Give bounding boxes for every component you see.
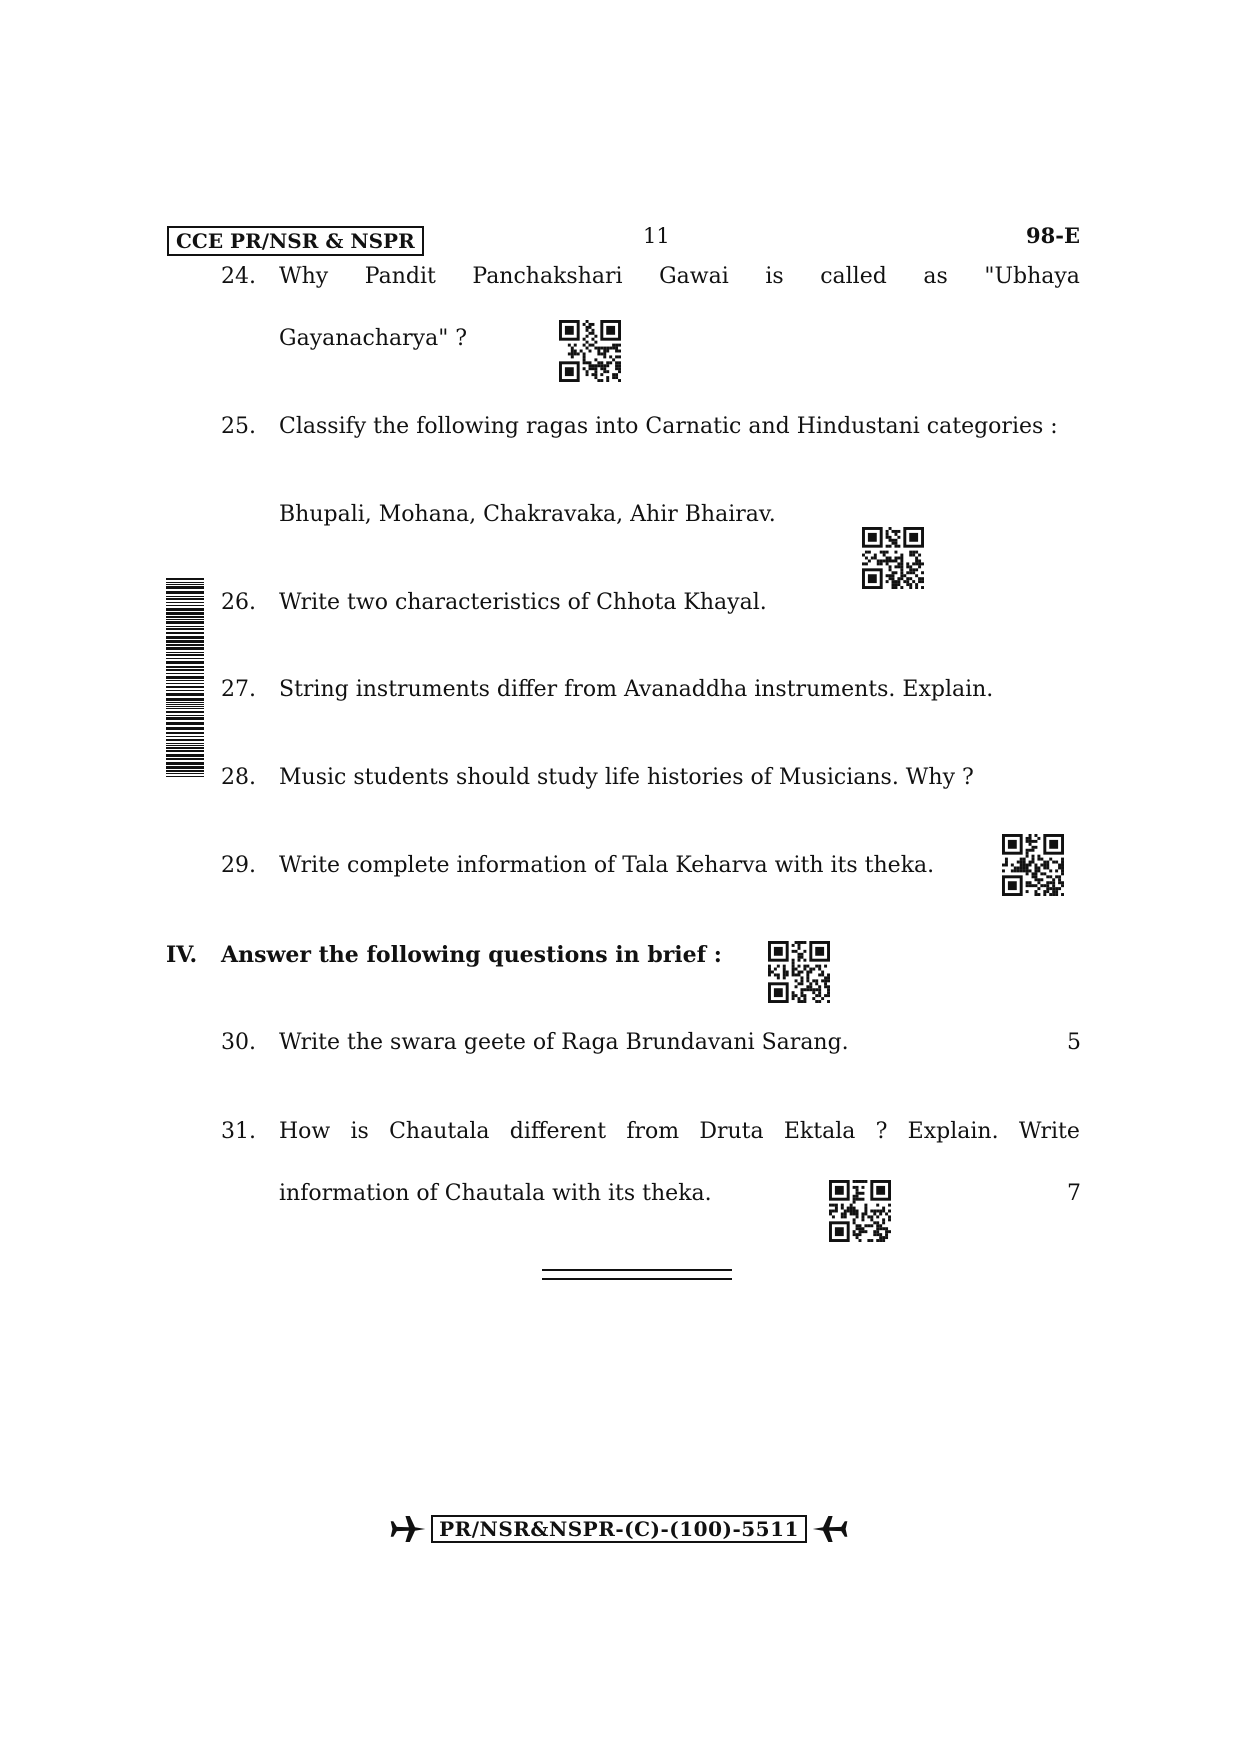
qr-code-icon bbox=[1002, 834, 1064, 896]
q24-word: Why bbox=[279, 264, 329, 289]
q31-word: different bbox=[509, 1119, 607, 1144]
marks-30: 5 bbox=[1067, 1030, 1081, 1055]
q31-word: Write bbox=[1018, 1119, 1080, 1144]
question-number-26: 26. bbox=[221, 590, 256, 615]
question-30-text: Write the swara geete of Raga Brundavani Sarang. bbox=[279, 1030, 849, 1055]
q24-word: as bbox=[923, 264, 948, 289]
qr-code-icon bbox=[768, 941, 830, 1003]
question-26-text: Write two characteristics of Chhota Khayal. bbox=[279, 590, 767, 615]
q31-word: Druta bbox=[699, 1119, 764, 1144]
q24-word: "Ubhaya bbox=[984, 264, 1080, 289]
q31-word: from bbox=[626, 1119, 680, 1144]
q31-word: How bbox=[279, 1119, 331, 1144]
airplane-right-icon bbox=[811, 1511, 849, 1547]
qr-code-icon bbox=[862, 527, 924, 589]
q24-word: Gawai bbox=[659, 264, 729, 289]
question-number-25: 25. bbox=[221, 414, 256, 439]
question-number-29: 29. bbox=[221, 853, 256, 878]
question-number-24: 24. bbox=[221, 264, 256, 289]
question-27-text: String instruments differ from Avanaddha instruments. Explain. bbox=[279, 677, 994, 702]
q31-word: Explain. bbox=[907, 1119, 999, 1144]
question-28-text: Music students should study life histories of Musicians. Why ? bbox=[279, 765, 974, 790]
question-number-28: 28. bbox=[221, 765, 256, 790]
question-number-30: 30. bbox=[221, 1030, 256, 1055]
question-25-line2: Bhupali, Mohana, Chakravaka, Ahir Bhairav. bbox=[279, 502, 776, 527]
question-number-27: 27. bbox=[221, 677, 256, 702]
question-number-31: 31. bbox=[221, 1119, 256, 1144]
q31-word: ? bbox=[875, 1119, 888, 1144]
question-29-text: Write complete information of Tala Keharva with its theka. bbox=[279, 853, 935, 878]
barcode-icon bbox=[166, 578, 204, 778]
q24-word: Panchakshari bbox=[472, 264, 623, 289]
footer-code: PR/NSR&NSPR-(C)-(100)-5511 bbox=[431, 1515, 807, 1543]
question-24-line1 bbox=[279, 264, 1080, 289]
q24-word: is bbox=[765, 264, 784, 289]
q31-word: Chautala bbox=[389, 1119, 490, 1144]
page-number: 11 bbox=[643, 224, 670, 248]
q31-word: is bbox=[350, 1119, 369, 1144]
end-of-paper-rule bbox=[542, 1269, 732, 1280]
section-title: Answer the following questions in brief : bbox=[221, 942, 722, 968]
q31-word: Ektala bbox=[783, 1119, 856, 1144]
paper-code: 98-E bbox=[1026, 223, 1080, 248]
question-31-line1 bbox=[279, 1119, 1080, 1144]
marks-31: 7 bbox=[1067, 1181, 1081, 1206]
q24-word: Pandit bbox=[364, 264, 436, 289]
question-25-line1: Classify the following ragas into Carnatic and Hindustani categories : bbox=[279, 414, 1058, 439]
question-24-line2: Gayanacharya" ? bbox=[279, 326, 468, 351]
section-number: IV. bbox=[166, 942, 198, 968]
qr-code-icon bbox=[829, 1180, 891, 1242]
exam-code-box: CCE PR/NSR & NSPR bbox=[167, 226, 424, 256]
qr-code-icon bbox=[559, 320, 621, 382]
airplane-left-icon bbox=[389, 1511, 427, 1547]
q24-word: called bbox=[820, 264, 887, 289]
footer bbox=[389, 1509, 849, 1549]
question-31-line2: information of Chautala with its theka. bbox=[279, 1181, 712, 1206]
